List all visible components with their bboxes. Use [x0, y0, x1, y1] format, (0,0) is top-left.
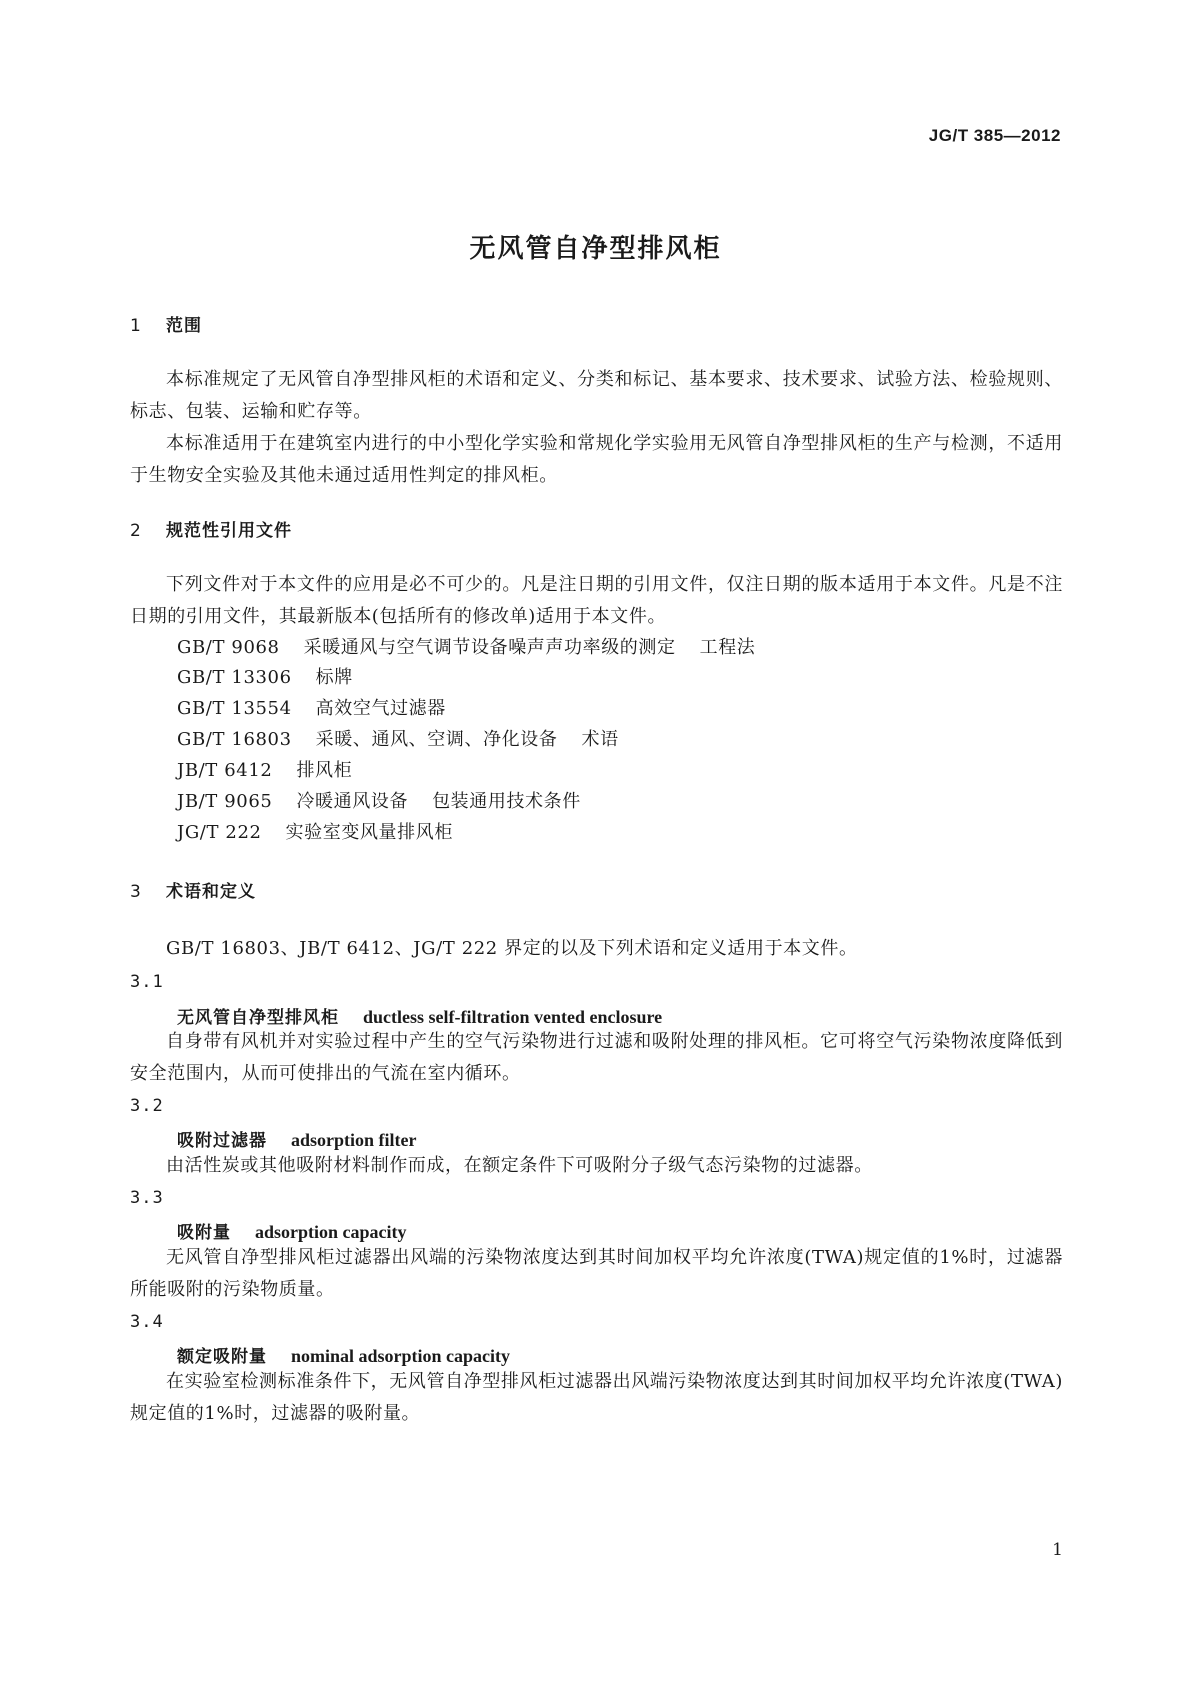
reference-code: JB/T 9065: [177, 791, 273, 812]
section-title: 规范性引用文件: [166, 521, 292, 541]
term-definition: 无风管自净型排风柜过滤器出风端的污染物浓度达到其时间加权平均允许浓度(TWA)规定值的1%时，过滤器所能吸附的污染物质量。: [130, 1247, 1063, 1300]
scope-paragraph-2: 本标准适用于在建筑室内进行的中小型化学实验和常规化学实验用无风管自净型排风柜的生产与检测，不适用于生物安全实验及其他未通过适用性判定的排风柜。: [130, 433, 1063, 486]
section-3-heading: [130, 877, 256, 902]
reference-item: [177, 632, 755, 664]
reference-code: GB/T 13554: [177, 698, 292, 719]
term-definition: 在实验室检测标准条件下，无风管自净型排风柜过滤器出风端污染物浓度达到其时间加权平均允许浓度(TWA)规定值的1%时，过滤器的吸附量。: [130, 1371, 1063, 1424]
term-name-en: ductless self-filtration vented enclosure: [363, 1007, 663, 1027]
term-name: [177, 1003, 662, 1028]
section-2-heading: [130, 516, 292, 541]
reference-item: [177, 786, 581, 818]
reference-code: JB/T 6412: [177, 760, 273, 781]
term-name: [177, 1342, 510, 1367]
reference-title: 采暖通风与空气调节设备噪声声功率级的测定: [303, 637, 676, 658]
term-number: 3.3: [130, 1188, 164, 1208]
document-title: 无风管自净型排风柜: [469, 234, 722, 264]
reference-code: JG/T 222: [177, 822, 262, 843]
section-title: 术语和定义: [166, 882, 256, 902]
term-name-zh: 无风管自净型排风柜: [177, 1008, 339, 1028]
term-number: 3.4: [130, 1312, 164, 1332]
term-number: 3.1: [130, 972, 164, 992]
reference-item: [177, 662, 353, 694]
reference-title: 排风柜: [296, 760, 353, 781]
reference-code: GB/T 9068: [177, 637, 280, 658]
term-name-zh: 额定吸附量: [177, 1347, 267, 1367]
term-definition: 由活性炭或其他吸附材料制作而成，在额定条件下可吸附分子级气态污染物的过滤器。: [166, 1155, 873, 1176]
reference-title: 标牌: [315, 667, 353, 688]
term-name: [177, 1126, 417, 1151]
term-name: [177, 1218, 407, 1243]
reference-item: [177, 693, 446, 725]
term-name-en: adsorption capacity: [255, 1222, 407, 1242]
reference-title: 高效空气过滤器: [315, 698, 446, 719]
section-number: 1: [130, 316, 142, 336]
reference-item: [177, 817, 453, 849]
reference-subtitle: 工程法: [699, 637, 756, 658]
term-name-zh: 吸附过滤器: [177, 1131, 267, 1151]
reference-title: 采暖、通风、空调、净化设备: [315, 729, 558, 750]
term-name-en: nominal adsorption capacity: [291, 1346, 511, 1366]
reference-title: 实验室变风量排风柜: [285, 822, 453, 843]
reference-title: 冷暖通风设备: [296, 791, 409, 812]
reference-subtitle: 术语: [581, 729, 619, 750]
term-number: 3.2: [130, 1096, 164, 1116]
standard-code: JG/T 385—2012: [928, 126, 1061, 145]
section-number: 3: [130, 882, 142, 902]
term-name-en: adsorption filter: [291, 1130, 417, 1150]
reference-code: GB/T 13306: [177, 667, 292, 688]
term-definition: 自身带有风机并对实验过程中产生的空气污染物进行过滤和吸附处理的排风柜。它可将空气污染物浓度降低到安全范围内，从而可使排出的气流在室内循环。: [130, 1031, 1063, 1084]
references-intro: 下列文件对于本文件的应用是必不可少的。凡是注日期的引用文件，仅注日期的版本适用于本文件。凡是不注日期的引用文件，其最新版本(包括所有的修改单)适用于本文件。: [130, 574, 1063, 627]
page-number: 1: [1052, 1540, 1063, 1560]
reference-item: [177, 724, 619, 756]
reference-item: [177, 755, 352, 787]
section-number: 2: [130, 521, 142, 541]
scope-paragraph-1: 本标准规定了无风管自净型排风柜的术语和定义、分类和标记、基本要求、技术要求、试验方法、检验规则、标志、包装、运输和贮存等。: [130, 369, 1063, 422]
terms-intro: GB/T 16803、JB/T 6412、JG/T 222 界定的以及下列术语和定义适用于本文件。: [166, 938, 858, 959]
reference-subtitle: 包装通用技术条件: [432, 791, 581, 812]
reference-code: GB/T 16803: [177, 729, 292, 750]
term-name-zh: 吸附量: [177, 1223, 231, 1243]
section-title: 范围: [166, 316, 202, 336]
section-1-heading: [130, 311, 202, 336]
